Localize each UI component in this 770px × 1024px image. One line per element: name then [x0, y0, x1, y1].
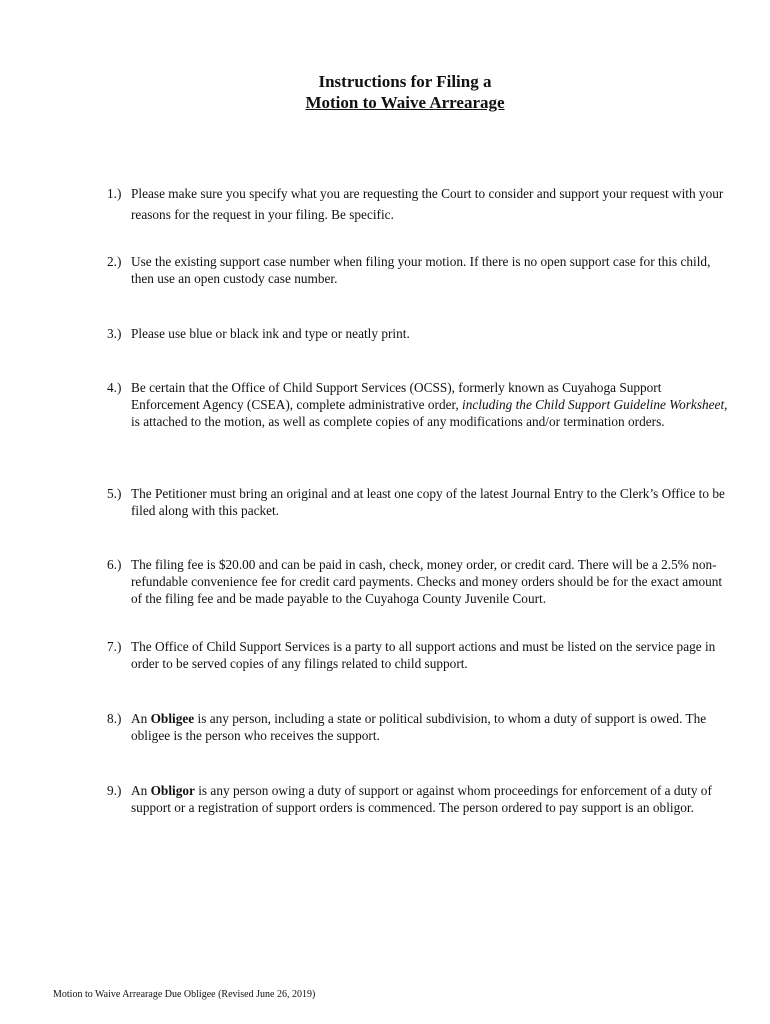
item-number: 2.) [107, 254, 122, 269]
item-text: Please use blue or black ink and type or neatly print. [131, 326, 410, 341]
instruction-item-5 [107, 485, 729, 519]
instruction-item-7 [107, 638, 729, 672]
instruction-item-4 [107, 379, 729, 430]
item-text: Please make sure you specify what you are requesting the Court to consider and support your request with your reasons for the request in your filing. Be specific. [131, 186, 724, 222]
term-obligee: Obligee [150, 711, 195, 726]
item-text-post: is any person, including a state or political subdivision, to whom a duty of support is owed. The obligee is the person who receives the support. [131, 711, 707, 743]
item-text: The Petitioner must bring an original and at least one copy of the latest Journal Entry to the Clerk’s Office to be filed along with this packet. [131, 486, 725, 518]
item-text-post: is any person owing a duty of support or against whom proceedings for enforcement of a duty of support or a registration of support orders is commenced. The person ordered to pay support is an obligor. [131, 783, 712, 815]
item-text: Use the existing support case number when filing your motion. If there is no open support case for this child, then use an open custody case number. [131, 254, 711, 286]
item-number: 4.) [107, 380, 122, 395]
item-number: 5.) [107, 486, 122, 501]
item-number: 3.) [107, 326, 122, 341]
page-footer: Motion to Waive Arrearage Due Obligee (Revised June 26, 2019) [53, 989, 316, 1000]
item-text [131, 710, 729, 744]
item-text [131, 379, 729, 430]
instruction-item-3 [107, 325, 729, 342]
item-number: 8.) [107, 711, 122, 726]
item-text: The Office of Child Support Services is a party to all support actions and must be listed on the service page in order to be served copies of any filings related to child support. [131, 639, 716, 671]
item-text-part-1: Be certain that the Office of Child Support Services (OCSS), formerly known as Cuyahoga Support Enforcement Agency (CSEA), complete administrative order, [131, 380, 662, 412]
item-number: 1.) [107, 186, 122, 201]
instruction-item-2 [107, 253, 729, 287]
item-number: 7.) [107, 639, 122, 654]
item-text-pre: An [131, 783, 151, 798]
instruction-item-6 [107, 556, 729, 607]
item-text: The filing fee is $20.00 and can be paid in cash, check, money order, or credit card. There will be a 2.5% non-refundable convenience fee for credit card payments. Checks and money orders should be for the exact amount of the filing fee and be made payable to the Cuyahoga County Juvenile Court. [131, 557, 723, 606]
item-number: 9.) [107, 783, 122, 798]
item-text-pre: An [131, 711, 151, 726]
item-text-italic: including the Child Support Guideline Worksheet [462, 397, 725, 412]
instruction-item-1 [107, 183, 729, 225]
item-text-part-2: , is attached to the motion, as well as complete copies of any modifications and/or termination orders. [131, 397, 728, 429]
title-line-1: Instructions for Filing a [318, 72, 492, 91]
instruction-item-9 [107, 782, 729, 816]
item-number: 6.) [107, 557, 122, 572]
title-line-2: Motion to Waive Arrearage [305, 93, 505, 112]
term-obligor: Obligor [150, 783, 195, 798]
item-text [131, 782, 729, 816]
instruction-item-8 [107, 710, 729, 744]
